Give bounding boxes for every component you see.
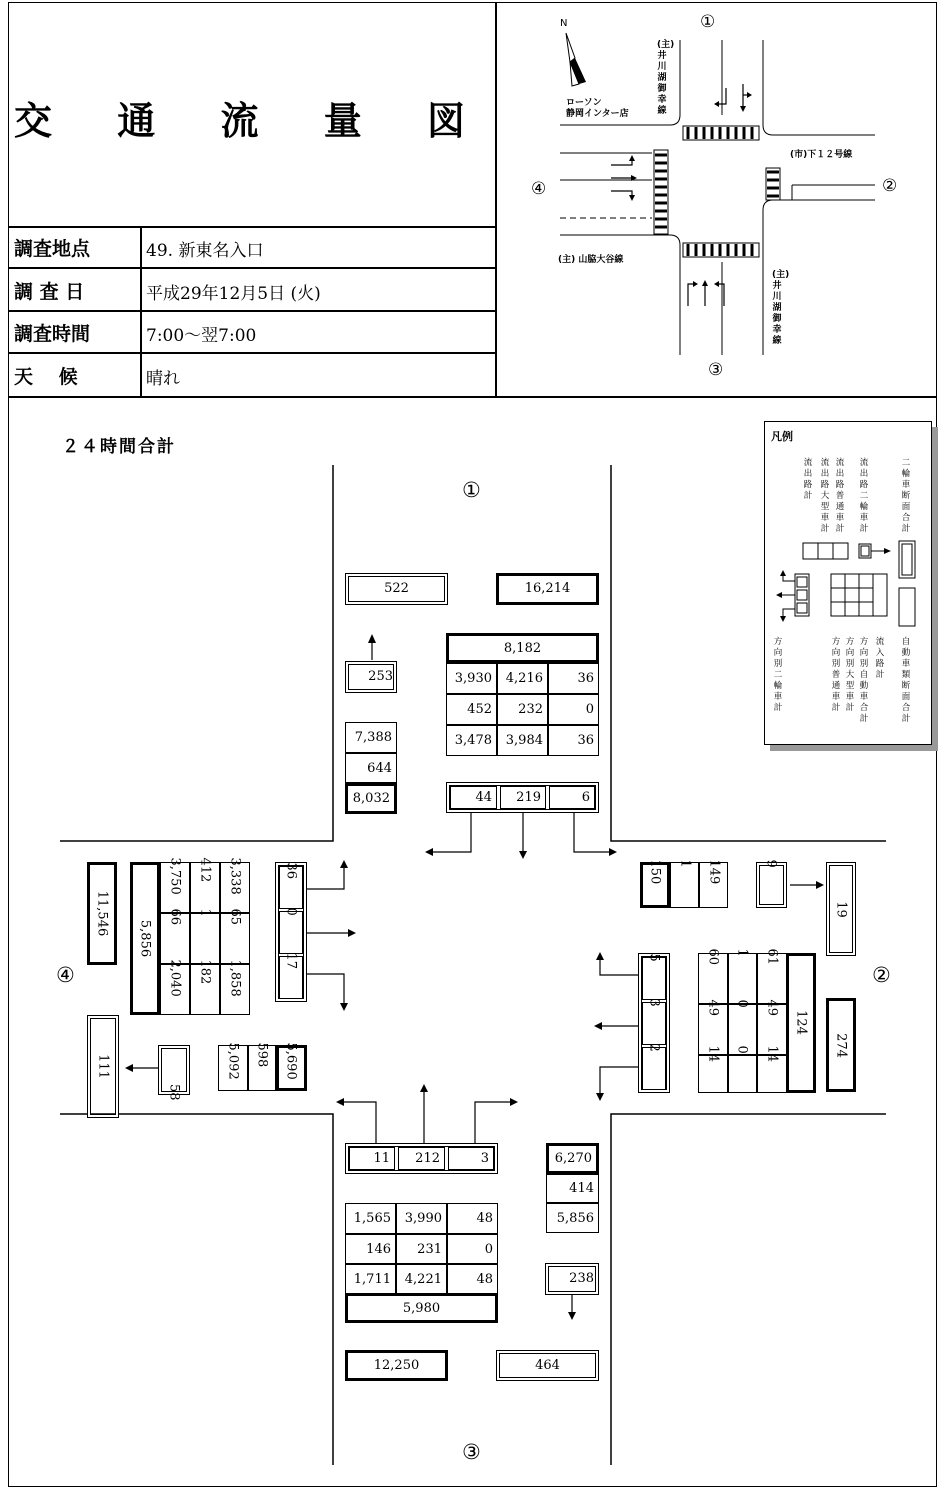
a1-bike: 44 xyxy=(450,786,497,809)
a1-outflow: 644 xyxy=(345,753,397,783)
approach-label-4: ④ xyxy=(56,963,75,987)
map-road-east: (市)下１２号線 xyxy=(790,150,853,160)
legend-top-label: 流出路大型車計 xyxy=(820,458,830,534)
legend-title: 凡例 xyxy=(771,430,793,443)
map-approach-2: ② xyxy=(882,176,898,196)
a2-cell: 49 xyxy=(764,999,780,1017)
legend-top-label: 流出路普通車計 xyxy=(835,458,845,534)
approach-label-2: ② xyxy=(872,963,891,987)
legend-bottom-label: 方向別大型車計 xyxy=(845,637,855,713)
a1-bike: 219 xyxy=(500,786,546,809)
value-weather: 晴れ xyxy=(146,369,180,389)
a3-outflow: 5,856 xyxy=(546,1203,599,1233)
legend-top-label: 二輪車断面合計 xyxy=(901,458,911,534)
a4-cell: 182 xyxy=(197,959,213,985)
a2-outflow-total: 150 xyxy=(647,859,663,885)
a4-out-bike: 58 xyxy=(166,1083,182,1101)
a1-out-bike: 253 xyxy=(368,669,393,684)
a4-inflow: 5,856 xyxy=(137,919,153,958)
a1-outflow: 7,388 xyxy=(345,722,397,753)
value-location: 49. 新東名入口 xyxy=(146,241,264,261)
approach-label-1: ① xyxy=(462,478,481,502)
a4-cell: 412 xyxy=(197,857,213,883)
value-time: 7:00～翌7:00 xyxy=(146,326,257,346)
a2-cell: 0 xyxy=(734,1045,750,1054)
legend-panel xyxy=(764,421,932,745)
page-title: 交 通 流 量 図 xyxy=(14,99,491,143)
a3-bike: 3 xyxy=(448,1147,494,1170)
a2-cell: 49 xyxy=(705,999,721,1017)
a1-bike: 6 xyxy=(549,786,595,809)
a3-cell: 1,565 xyxy=(345,1203,396,1234)
a2-motor-cross: 274 xyxy=(833,1033,849,1058)
a3-out-bike: 238 xyxy=(569,1271,594,1286)
a2-cell: 1 xyxy=(734,948,750,957)
a3-cell: 48 xyxy=(447,1203,498,1234)
a2-outflow: 149 xyxy=(706,859,722,885)
a4-cell: 3,338 xyxy=(227,857,243,895)
a3-inflow: 5,980 xyxy=(402,1301,441,1316)
a4-outflow: 598 xyxy=(254,1042,270,1068)
approach-label-3: ③ xyxy=(462,1440,481,1464)
legend-symbols xyxy=(765,422,931,744)
legend-bottom-label: 方向別自動車合計 xyxy=(859,637,869,724)
a3-cell: 0 xyxy=(447,1234,498,1264)
legend-top-label: 流出路二輪車計 xyxy=(859,458,869,534)
a2-bike: 2 xyxy=(646,1043,662,1052)
a4-bike: 17 xyxy=(283,952,299,970)
a4-outflow: 5,092 xyxy=(225,1042,241,1080)
map-road-north: (主) 井川湖御幸線 xyxy=(657,40,675,116)
a3-cell: 4,221 xyxy=(396,1264,447,1294)
legend-bottom-label: 方向別二輪車計 xyxy=(773,637,783,713)
label-weather: 天 候 xyxy=(14,366,78,388)
label-location: 調査地点 xyxy=(14,238,91,260)
a1-inflow: 8,182 xyxy=(503,641,542,656)
a1-cell: 3,478 xyxy=(446,725,497,756)
map-road-south: (主) 井川湖御幸線 xyxy=(772,270,790,346)
a4-bike: 36 xyxy=(283,862,299,880)
a3-motor-cross: 12,250 xyxy=(373,1358,420,1373)
a2-bike-cross: 19 xyxy=(833,901,849,918)
a1-cell: 3,984 xyxy=(497,725,548,756)
a1-cell: 3,930 xyxy=(446,663,497,694)
a1-cell: 452 xyxy=(446,694,497,725)
a2-inflow: 124 xyxy=(793,1010,809,1035)
a1-motor-cross: 16,214 xyxy=(524,581,571,596)
a1-outflow-total: 8,032 xyxy=(345,783,397,814)
a1-cell: 0 xyxy=(548,694,599,725)
a4-cell: 65 xyxy=(227,908,243,926)
a3-outflow: 414 xyxy=(546,1174,599,1203)
map-approach-4: ④ xyxy=(531,179,547,199)
a4-outflow-total: 5,690 xyxy=(283,1042,299,1080)
a1-cell: 36 xyxy=(548,663,599,694)
a2-bike: 5 xyxy=(646,953,662,962)
map-store-label: ローソン 静岡インター店 xyxy=(566,98,629,119)
a3-cell: 146 xyxy=(345,1234,396,1264)
a2-cell: 61 xyxy=(764,948,780,966)
a1-cell: 232 xyxy=(497,694,548,725)
value-date: 平成29年12月5日 (火) xyxy=(146,284,321,304)
a3-cell: 231 xyxy=(396,1234,447,1264)
a2-cell: 14 xyxy=(764,1045,780,1063)
section-title: ２４時間合計 xyxy=(62,437,176,457)
a1-bike-cross: 522 xyxy=(384,581,409,596)
a4-cell: 3,750 xyxy=(167,857,183,895)
a2-bike: 3 xyxy=(646,998,662,1007)
label-time: 調査時間 xyxy=(14,323,91,345)
label-date: 調 査 日 xyxy=(14,281,85,303)
a3-bike: 212 xyxy=(398,1147,445,1170)
a3-cell: 3,990 xyxy=(396,1203,447,1234)
a2-cell: 60 xyxy=(705,948,721,966)
legend-bottom-label: 流入路計 xyxy=(875,637,885,680)
map-road-west: (主) 山脇大谷線 xyxy=(558,255,624,265)
a3-bike-cross: 464 xyxy=(535,1358,560,1373)
map-approach-3: ③ xyxy=(708,360,724,380)
a4-cell: 1 xyxy=(197,908,213,917)
a2-out-bike: 9 xyxy=(763,859,779,868)
legend-bottom-label: 自動車類断面合計 xyxy=(901,637,911,724)
legend-bottom-label: 方向別普通車計 xyxy=(831,637,841,713)
a4-bike-cross: 111 xyxy=(95,1054,111,1079)
map-approach-1: ① xyxy=(700,12,716,32)
a2-cell: 0 xyxy=(734,999,750,1008)
a3-cell: 1,711 xyxy=(345,1264,396,1294)
a1-cell: 36 xyxy=(548,725,599,756)
a4-motor-cross: 11,546 xyxy=(94,890,110,937)
a3-bike: 11 xyxy=(349,1147,395,1170)
a4-bike: 0 xyxy=(283,907,299,916)
a4-cell: 66 xyxy=(167,908,183,926)
a3-outflow-total: 6,270 xyxy=(546,1143,599,1174)
a2-outflow: 1 xyxy=(677,859,693,868)
a4-cell: 1,858 xyxy=(227,959,243,997)
legend-top-label: 流出路計 xyxy=(803,458,813,501)
a3-cell: 48 xyxy=(447,1264,498,1294)
a4-cell: 2,040 xyxy=(167,959,183,997)
a1-cell: 4,216 xyxy=(497,663,548,694)
map-north-label: N xyxy=(560,18,568,29)
a2-cell: 14 xyxy=(705,1045,721,1063)
